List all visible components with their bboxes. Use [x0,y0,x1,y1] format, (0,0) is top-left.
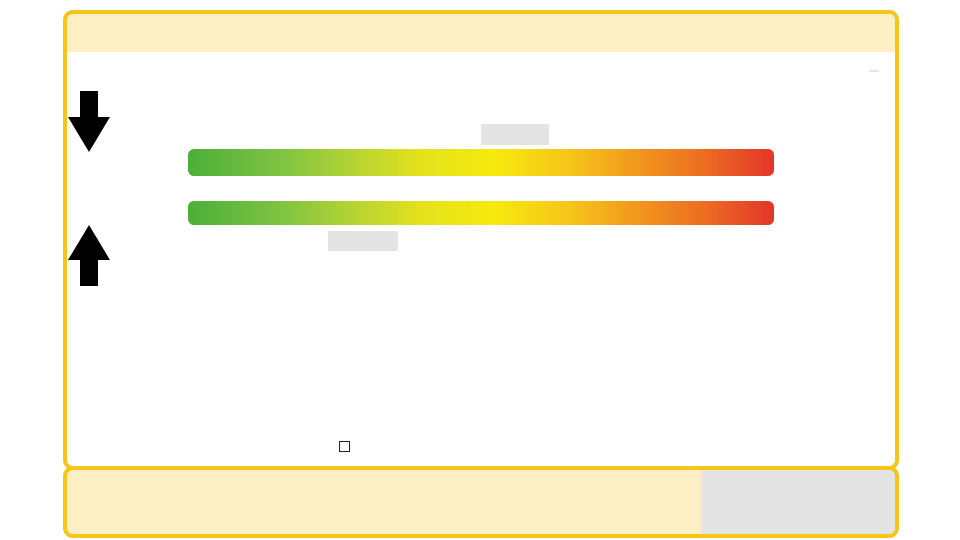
co2-value [869,70,879,72]
summary-banner [63,466,899,538]
card-header [67,14,895,52]
end-energy-arrow-icon [67,91,111,153]
end-energy-value [481,124,549,145]
primary-energy-scale [188,201,774,225]
primary-demand-row [80,373,107,387]
energy-demand-card [63,10,899,470]
summary-value-box [701,470,895,534]
summer-protection-check[interactable] [339,440,359,454]
quality-row [80,415,107,429]
energy-class-scale [188,149,774,176]
primary-energy-arrow-icon [67,225,111,287]
quality-anf-group [254,415,275,429]
co2-emissions [865,59,883,78]
primary-energy-value [328,231,398,251]
primary-anf-group [254,373,275,387]
checkbox-icon[interactable] [339,441,350,452]
